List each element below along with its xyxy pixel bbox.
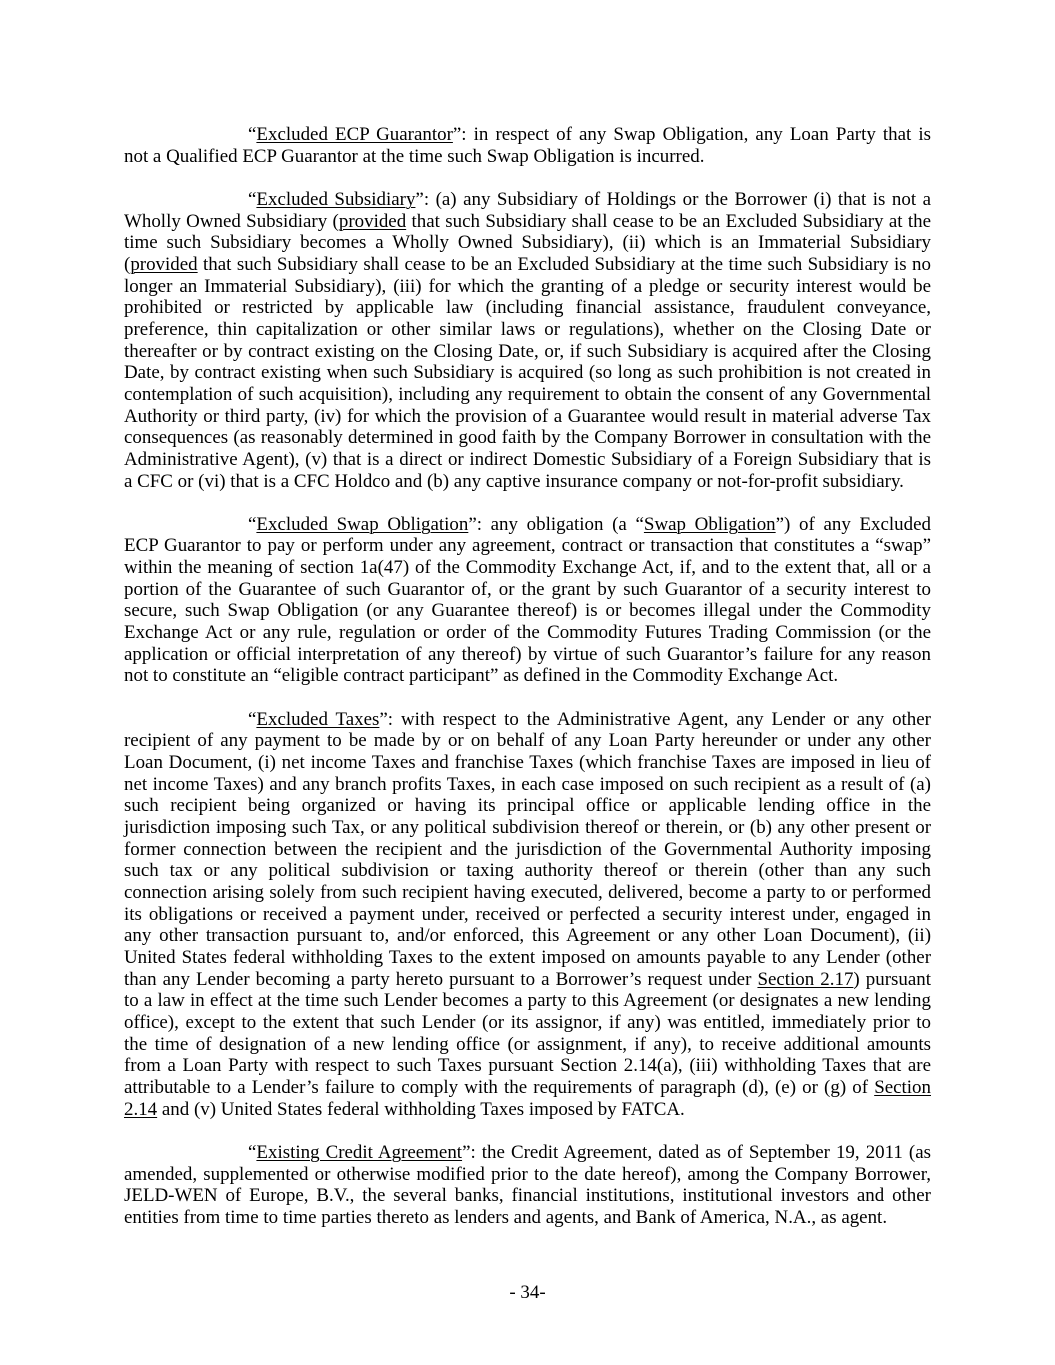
text-line (124, 1099, 931, 1121)
quote-open: “ (248, 188, 257, 210)
definition-text: Date, by contract existing when such Subsidiary is acquired (so long as such prohibition is not created in (124, 362, 931, 384)
definition-text: ”: the Credit Agreement, dated as of September 19, 2011 (as (462, 1141, 931, 1163)
text-line (124, 384, 931, 406)
text-line (124, 947, 931, 969)
defined-term: Excluded Swap Obligation (256, 513, 469, 535)
text-line (124, 600, 931, 622)
text-line (124, 1077, 931, 1099)
definition-excluded-taxes (124, 709, 931, 1120)
page-number: - 34- (509, 1282, 546, 1303)
text-line (124, 557, 931, 579)
text-line (124, 969, 931, 991)
text-line (124, 860, 931, 882)
text-line (124, 341, 931, 363)
definition-text: a CFC or (vi) that is a CFC Holdco and (b) any captive insurance company or not-for-profit subsidiary. (124, 470, 904, 492)
definition-text: ) pursuant (853, 968, 931, 990)
defined-term: Swap Obligation (643, 513, 776, 535)
defined-term: Excluded Taxes (256, 708, 380, 730)
text-line (124, 1142, 931, 1164)
text-line (124, 1034, 931, 1056)
definition-text: Wholly Owned Subsidiary ( (124, 210, 339, 232)
text-line (124, 297, 931, 319)
text-line (124, 471, 931, 493)
definition-text: thereafter or by contract existing on the Closing Date, or, if such Subsidiary is acquired after the Closing (124, 340, 931, 362)
definition-existing-credit-agreement (124, 1142, 931, 1229)
definition-text: portion of the Guarantee of such Guarantor of, or the grant by such Guarantor of a security interest to (124, 578, 931, 600)
text-line (124, 211, 931, 233)
text-line (124, 665, 931, 687)
text-line (124, 925, 931, 947)
text-line (124, 189, 931, 211)
text-line (124, 427, 931, 449)
text-line (124, 644, 931, 666)
definition-text: ”: with respect to the Administrative Agent, any Lender or any other (379, 708, 931, 730)
text-line (124, 1012, 931, 1034)
section-reference: 2.14 (124, 1098, 158, 1120)
defined-term: Existing Credit Agreement (256, 1141, 463, 1163)
definition-text: former connection between the recipient and the jurisdiction of the Governmental Authority imposing (124, 838, 931, 860)
definition-text: ”: any obligation (a “ (468, 513, 644, 535)
section-reference: Section 2.17 (757, 968, 854, 990)
text-line (124, 319, 931, 341)
text-line (124, 406, 931, 428)
text-line (124, 232, 931, 254)
text-line (124, 1207, 931, 1229)
quote-open: “ (248, 1141, 257, 1163)
quote-open: “ (248, 513, 257, 535)
definition-text: ECP Guarantor to pay or perform under any agreement, contract or transaction that constitutes a “swap” (124, 535, 931, 557)
definition-text: consequences (as reasonably determined in good faith by the Company Borrower in consultation with the (124, 427, 931, 449)
definition-text: not to constitute an “eligible contract participant” as defined in the Commodity Exchange Act. (124, 665, 839, 687)
definition-text: ”) of any Excluded (775, 513, 931, 535)
definition-text: such tax or any political subdivision or taxing authority thereof or therein (other than any such (124, 860, 931, 882)
definition-text: than any Lender becoming a party hereto pursuant to a Borrower’s request under (124, 968, 758, 990)
definition-text: attributable to a Lender’s failure to comply with the requirements of paragraph (d), (e) or (g) of (124, 1076, 875, 1098)
text-line (124, 449, 931, 471)
definition-text: the time of designation of a new lending office (or assignment, if any), to receive additional amounts (124, 1033, 931, 1055)
definition-text: that such Subsidiary shall cease to be an Excluded Subsidiary at the (406, 210, 931, 232)
definition-text: from a Loan Party with respect to such Taxes pursuant Section 2.14(a), (iii) withholding Taxes that are (124, 1055, 931, 1077)
text-line (124, 1055, 931, 1077)
text-line (124, 817, 931, 839)
definition-text: its obligations or received a payment under, received or perfected a security interest under, engaged in (124, 903, 931, 925)
text-line (124, 146, 931, 168)
text-line (124, 752, 931, 774)
text-line (124, 1164, 931, 1186)
definition-text: Administrative Agent), (v) that is a direct or indirect Domestic Subsidiary of a Foreign Subsidiary that is (124, 448, 931, 470)
definition-text: jurisdiction imposing such Tax, or any political subdivision thereof or therein, or (b) any other present or (124, 817, 931, 838)
text-line (124, 254, 931, 276)
definition-text: such recipient being organized or having its principal office or applicable lending office in the (124, 795, 931, 817)
text-line (124, 990, 931, 1012)
definition-text: and (v) United States federal withholding Taxes imposed by FATCA. (157, 1098, 685, 1120)
definition-text: any other transaction pursuant to, and/or enforced, this Agreement or any other Loan Document), (ii) (124, 925, 931, 947)
definition-text: connection arising solely from such recipient having executed, delivered, become a party to or performed (124, 881, 931, 903)
definition-text: ( (124, 253, 131, 275)
definition-text: within the meaning of section 1a(47) of the Commodity Exchange Act, if, and to the extent that, all or a (124, 557, 931, 579)
definition-text: net income Taxes) and any branch profits Taxes, in each case imposed on such recipient as a result of (a) (124, 773, 931, 795)
definition-text: prohibited or restricted by applicable law (including financial assistance, fraudulent conveyance, (124, 297, 931, 319)
definition-text: United States federal withholding Taxes to the extent imposed on amounts payable to any Lender (other (124, 946, 931, 968)
text-line (124, 730, 931, 752)
defined-term: Excluded ECP Guarantor (256, 124, 453, 145)
text-line (124, 362, 931, 384)
text-line (124, 579, 931, 601)
definition-excluded-ecp-guarantor (124, 124, 931, 167)
text-line (124, 276, 931, 298)
definition-excluded-subsidiary (124, 189, 931, 492)
defined-term: Excluded Subsidiary (256, 188, 416, 210)
definition-text: not a Qualified ECP Guarantor at the time such Swap Obligation is incurred. (124, 145, 705, 167)
definition-text: that such Subsidiary shall cease to be an Excluded Subsidiary at the time such Subsidiary is no (197, 253, 931, 275)
definition-text: secure, such Swap Obligation (or any Guarantee thereof) is or becomes illegal under the Commodity (124, 600, 931, 622)
text-line (124, 1185, 931, 1207)
text-line (124, 622, 931, 644)
proviso-term: provided (130, 253, 198, 275)
definition-excluded-swap-obligation (124, 514, 931, 687)
definition-text: preference, thin capitalization or other similar laws or regulations), whether on the Closing Date or (124, 318, 931, 340)
text-line (124, 795, 931, 817)
definition-text: longer an Immaterial Subsidiary), (iii) for which the granting of a pledge or security interest would be (124, 275, 931, 297)
definition-text: recipient of any payment to be made by or on behalf of any Loan Party hereunder or under any other (124, 730, 931, 752)
proviso-term: provided (338, 210, 407, 232)
definition-text: JELD-WEN of Europe, B.V., the several banks, financial institutions, institutional investors and other (124, 1185, 931, 1207)
quote-open: “ (248, 124, 257, 145)
definition-text: entities from time to time parties thereto as lenders and agents, and Bank of America, N.A., as agent. (124, 1206, 888, 1228)
definition-text: office), except to the extent that such Lender (or its assignor, if any) was entitled, immediately prior to (124, 1011, 931, 1033)
text-line (124, 535, 931, 557)
text-line (124, 904, 931, 926)
definition-text: Exchange Act or any rule, regulation or order of the Commodity Futures Trading Commission (or the (124, 622, 931, 644)
definition-text: contemplation of such acquisition), including any requirement to obtain the consent of any Governmental (124, 383, 931, 405)
text-line (124, 882, 931, 904)
section-reference: Section (874, 1076, 931, 1098)
text-line (124, 839, 931, 861)
definition-text: ”: in respect of any Swap Obligation, any Loan Party that is (452, 124, 932, 145)
text-line (124, 774, 931, 796)
definition-text: application or official interpretation of any thereof) by virtue of such Guarantor’s failure for any reason (124, 643, 931, 665)
definition-text: Loan Document, (i) net income Taxes and franchise Taxes (which franchise Taxes are imposed in lieu of (124, 752, 931, 774)
text-line (124, 709, 931, 731)
definition-text: Authority or third party, (iv) for which the provision of a Guarantee would result in material adverse Tax (124, 405, 931, 427)
definition-text: to a law in effect at the time such Lender becomes a party to this Agreement (or designates a new lending (124, 990, 931, 1012)
definition-text: time such Subsidiary becomes a Wholly Owned Subsidiary), (ii) which is an Immaterial Subsidiary (124, 232, 931, 254)
page-body (124, 124, 931, 1250)
text-line (124, 514, 931, 536)
quote-open: “ (248, 708, 257, 730)
definition-text: amended, supplemented or otherwise modified prior to the date hereof), among the Company Borrower, (124, 1163, 931, 1185)
definition-text: ”: (a) any Subsidiary of Holdings or the Borrower (i) that is not a (415, 188, 931, 210)
text-line (124, 124, 931, 146)
